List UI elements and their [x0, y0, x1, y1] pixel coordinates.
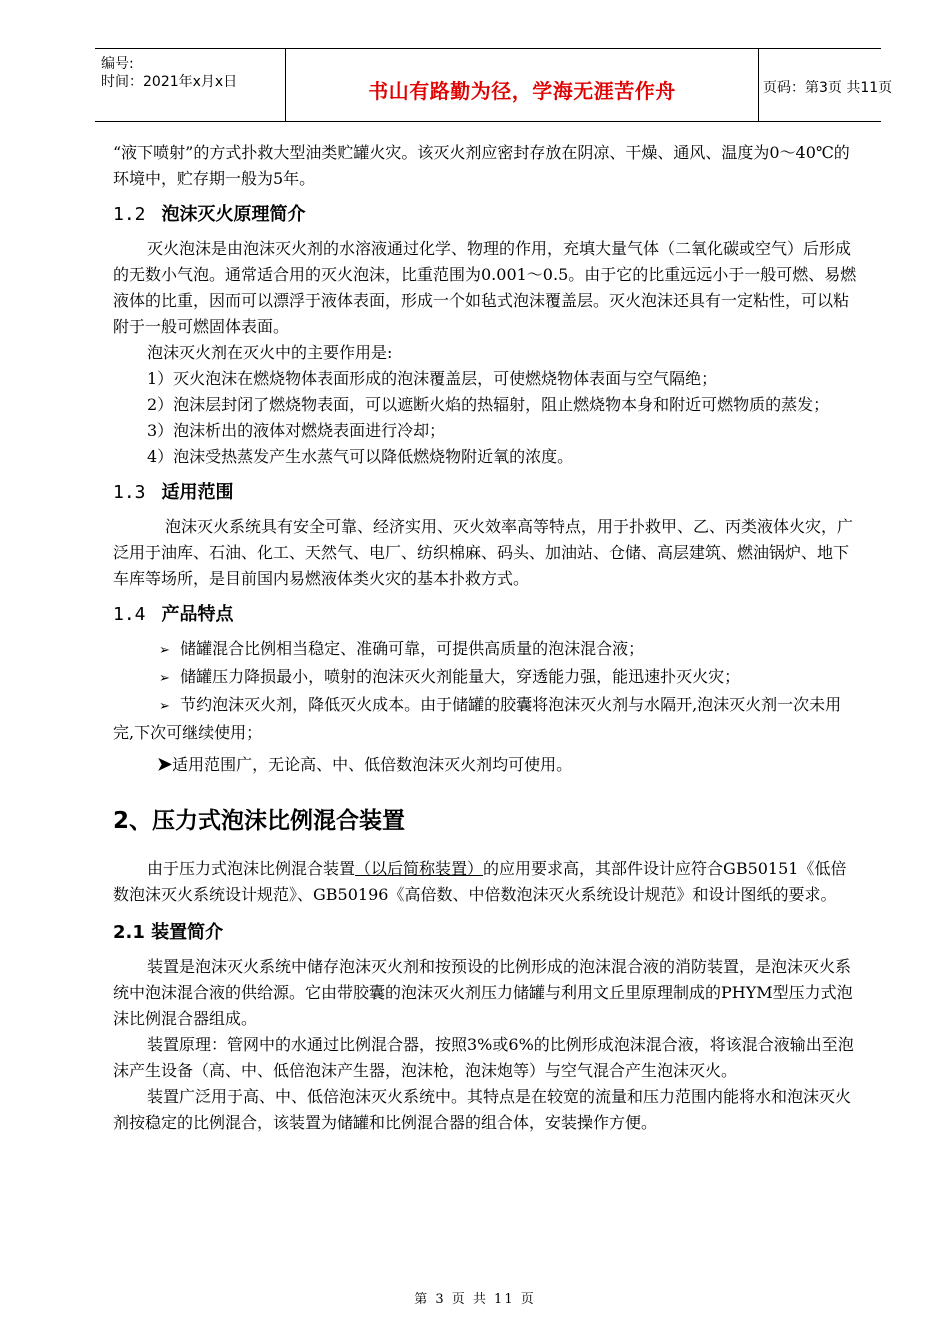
- chapter-heading-2: 2、压力式泡沫比例混合装置: [113, 808, 406, 834]
- arrow-bullet-icon: ➢: [159, 643, 170, 658]
- paragraph: 装置原理：管网中的水通过比例混合器，按照3%或6%的比例形成泡沫混合液，将该混合液输出至泡沫产生设备（高、中、低倍泡沫产生器，泡沫枪，泡沫炮等）与空气混合产生泡沫灭火。: [113, 1035, 854, 1080]
- list-item: 1）灭火泡沫在燃烧物体表面形成的泡沫覆盖层，可使燃烧物体表面与空气隔绝；: [147, 369, 718, 388]
- section-heading-1-4: [113, 602, 858, 628]
- bullet-text: 节约泡沫灭火剂，降低灭火成本。由于储罐的胶囊将泡沫灭火剂与水隔开,泡沫灭火剂一次未用完,下次可继续使用；: [113, 695, 842, 742]
- section-title: 适用范围: [161, 482, 234, 503]
- document-time-label: 时间：2021年x月x日: [101, 74, 238, 90]
- paragraph: 泡沫灭火剂在灭火中的主要作用是:: [147, 343, 393, 362]
- bullet-item: [113, 692, 858, 746]
- bullet-item: [113, 752, 858, 778]
- header-motto: 书山有路勤为径，学海无涯苦作舟: [368, 79, 676, 103]
- paragraph-text: 的应用要求高，其部件设计应符合GB50151《低倍数泡沫灭火系统设计规范》、GB50196《高倍数、中倍数泡沫灭火系统设计规范》和设计图纸的要求。: [113, 859, 847, 904]
- bullet-item: [113, 636, 858, 664]
- list-item: 4）泡沫受热蒸发产生水蒸气可以降低燃烧物附近氧的浓度。: [147, 447, 574, 466]
- section-number: 1.3: [113, 482, 146, 503]
- header-page-info: 页码：第3页 共11页: [763, 80, 893, 96]
- paragraph: 灭火泡沫是由泡沫灭火剂的水溶液通过化学、物理的作用，充填大量气体（二氧化碳或空气）后形成的无数小气泡。通常适合用的灭火泡沫，比重范围为0.001～0.5。由于它的比重远远小于一般可燃、易燃液体的比重，因而可以漂浮于液体表面，形成一个如毡式泡沫覆盖层。灭火泡沫还具有一定粘性，可以粘附于一般可燃固体表面。: [113, 239, 857, 336]
- bullet-item: [113, 664, 858, 692]
- header-page-cell: [757, 49, 893, 121]
- arrow-bullet-icon: ➤: [157, 754, 173, 775]
- intro-paragraph: “液下喷射”的方式扑救大型油类贮罐火灾。该灭火剂应密封存放在阴凉、干燥、通风、温度为0～40℃的环境中，贮存期一般为5年。: [113, 143, 850, 188]
- bullet-text: 适用范围广，无论高、中、低倍数泡沫灭火剂均可使用。: [172, 755, 573, 774]
- bullet-text: 储罐混合比例相当稳定、准确可靠，可提供高质量的泡沫混合液；: [180, 639, 645, 658]
- section-heading-1-3: [113, 480, 858, 506]
- page-header: [95, 48, 893, 122]
- page-footer: 第 3 页 共 11 页: [414, 1292, 536, 1307]
- paragraph: 装置是泡沫灭火系统中储存泡沫灭火剂和按预设的比例形成的泡沫混合液的消防装置，是泡沫灭火系统中泡沫混合液的供给源。它由带胶囊的泡沫灭火剂压力储罐与利用文丘里原理制成的PHYM型压力式泡沫比例混合器组成。: [113, 957, 853, 1028]
- section-number: 1.4: [113, 604, 146, 625]
- document-body: [113, 140, 858, 1136]
- section-number: 1.2: [113, 204, 146, 225]
- header-motto-cell: [285, 49, 759, 121]
- section-heading-2-1: 2.1 装置简介: [113, 922, 224, 943]
- bullet-text: 储罐压力降损最小，喷射的泡沫灭火剂能量大，穿透能力强，能迅速扑灭火灾；: [180, 667, 741, 686]
- list-item: 2）泡沫层封闭了燃烧物表面，可以遮断火焰的热辐射，阻止燃烧物本身和附近可燃物质的蒸发；: [147, 395, 830, 414]
- paragraph: 泡沫灭火系统具有安全可靠、经济实用、灭火效率高等特点，用于扑救甲、乙、丙类液体火灾，广泛用于油库、石油、化工、天然气、电厂、纺织棉麻、码头、加油站、仓储、高层建筑、燃油锅炉、地下车库等场所，是目前国内易燃液体类火灾的基本扑救方式。: [113, 517, 854, 588]
- paragraph-text: 由于压力式泡沫比例混合装置: [147, 859, 356, 878]
- arrow-bullet-icon: ➢: [159, 671, 170, 686]
- list-item: 3）泡沫析出的液体对燃烧表面进行冷却；: [147, 421, 446, 440]
- arrow-bullet-icon: ➢: [159, 699, 170, 714]
- section-title: 泡沫灭火原理简介: [161, 204, 306, 225]
- underlined-text: （以后简称装置）: [355, 859, 484, 878]
- section-heading-1-2: [113, 202, 858, 228]
- document-number-label: 编号:: [101, 56, 134, 72]
- header-left-cell: [95, 49, 285, 121]
- paragraph: 装置广泛用于高、中、低倍泡沫灭火系统中。其特点是在较宽的流量和压力范围内能将水和泡沫灭火剂按稳定的比例混合，该装置为储罐和比例混合器的组合体，安装操作方便。: [113, 1087, 852, 1132]
- paragraph: [113, 856, 858, 908]
- section-title: 产品特点: [161, 604, 234, 625]
